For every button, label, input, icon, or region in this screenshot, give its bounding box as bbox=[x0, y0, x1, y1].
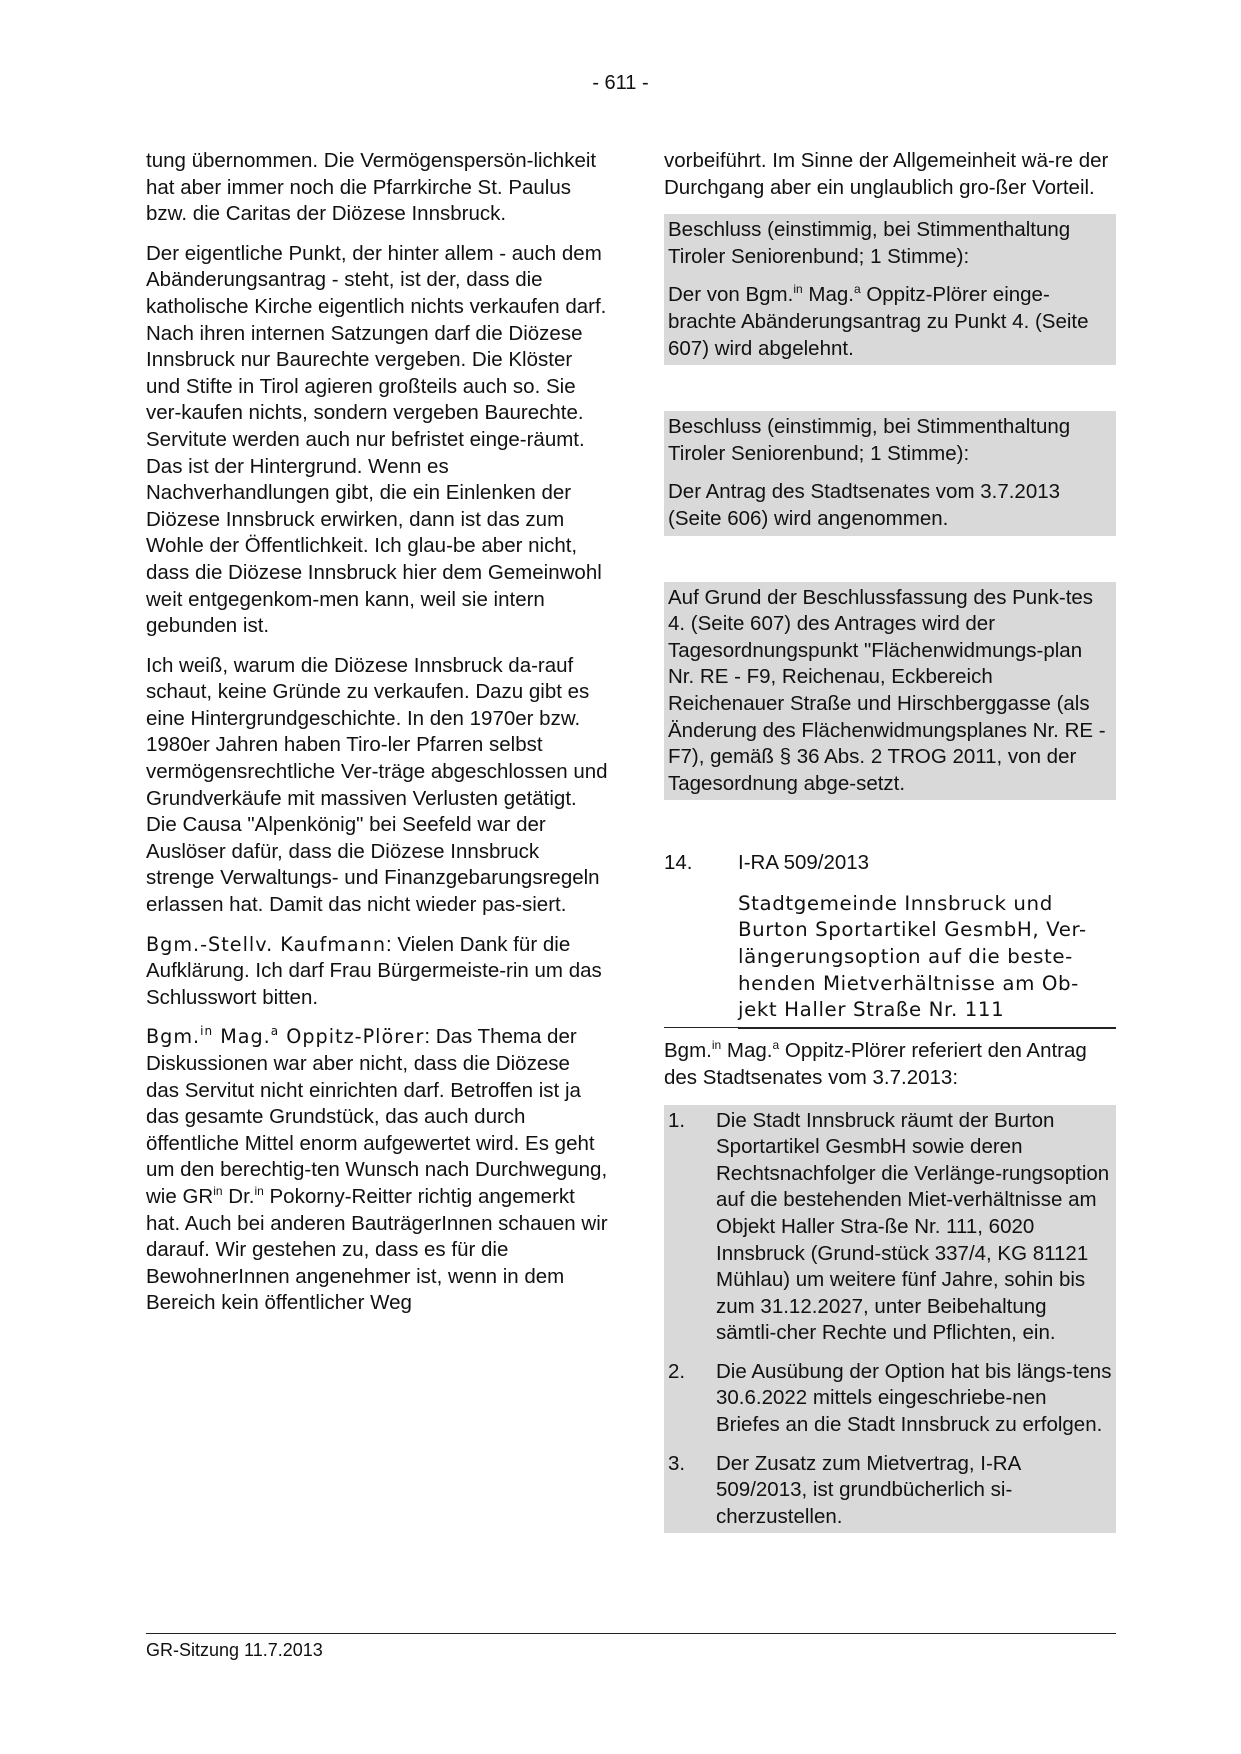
left-column bbox=[146, 148, 608, 1330]
right-column bbox=[664, 148, 1116, 1533]
paragraph: Der eigentliche Punkt, der hinter allem - auch dem Abänderungsantrag - steht, ist der, dass die katholische Kirche eigentlich nichts verkaufen darf. Nach ihren internen Satzungen darf die Diözese Innsbruck nur Baurechte vergeben. Die Klöster und Stifte in Tirol agieren großteils auch so. Sie ver-kaufen nichts, sondern vergeben Baurechte. Servitute werden auch nur befristet einge-räumt. Das ist der Hintergrund. Wenn es Nachverhandlungen gibt, die ein Einlenken der Diözese Innsbruck erwirken, dann ist das zum Wohle der Öffentlichkeit. Ich glau-be aber nicht, dass die Diözese Innsbruck hier dem Gemeinwohl weit entgegenkom-men kann, weil sie intern gebunden ist. bbox=[146, 241, 607, 638]
agenda-item-header bbox=[664, 850, 1116, 877]
page-number: - 611 - bbox=[592, 72, 649, 94]
speech-kaufmann: Bgm.-Stellv. Kaufmann: Vielen Dank für die Aufklärung. Ich darf Frau Bürgermeiste-rin um das Schlusswort bitten. bbox=[146, 932, 602, 1009]
resolution-text: Der von Bgm.$^{in}$ Mag.$^a$ Oppitz-Plörer einge-brachte Abänderungsantrag zu Punkt 4. (Seite 607) wird abgelehnt. bbox=[668, 282, 1089, 360]
speech-oppitz-ploerer: Bgm.$^{in}$ Mag.$^a$ Oppitz-Plörer: Das Thema der Diskussionen war aber nicht, dass die Diözese das Servitut nicht einrichten darf. Betroffen ist ja das gesamte Grundstück, das auch durch öffentliche Mittel enorm aufgewertet wird. Es geht um den berechtig-ten Wunsch nach Durchwegung, wie $GR^{in}$ Dr.$^{in}$ Pokorny-Reitter richtig angemerkt hat. Auch bei anderen BauträgerInnen schauen wir darauf. Wir gestehen zu, dass es für die BewohnerInnen angenehmer ist, wenn in dem Bereich kein öffentlicher Weg bbox=[146, 1024, 608, 1315]
footer-text: GR-Sitzung 11.7.2013 bbox=[146, 1640, 323, 1660]
list-item: 1. Die Stadt Innsbruck räumt der Burton Sportartikel GesmbH sowie deren Rechtsnachfolger die Verlänge-rungsoption auf die bestehenden Miet-verhältnisse am Objekt Haller Stra-ße Nr. 111, 6020 Innsbruck (Grund-stück 337/4, KG 81121 Mühlau) um weitere fünf Jahre, sohin bis zum 31.12.2027, unter Beibehaltung sämtli-cher Rechte und Pflichten, ein. bbox=[668, 1108, 1110, 1345]
resolution-text: Auf Grund der Beschlussfassung des Punk-tes 4. (Seite 607) des Antrages wird der Tagesordnungspunkt "Flächenwidmungs-plan Nr. RE - F9, Reichenau, Eckbereich Reichenauer Straße und Hirschberggasse (als Änderung des Flächenwidmungsplanes Nr. RE - F7), gemäß § 36 Abs. 2 TROG 2011, von der Tagesordnung abge-setzt. bbox=[668, 585, 1106, 795]
list-item: 3. Der Zusatz zum Mietvertrag, I-RA 509/2013, ist grundbücherlich si-cherzustellen. bbox=[668, 1451, 1021, 1528]
resolution-heading: Beschluss (einstimmig, bei Stimmenthaltung Tiroler Seniorenbund; 1 Stimme): bbox=[668, 415, 1071, 465]
resolution-box bbox=[664, 214, 1116, 365]
resolution-text: Der Antrag des Stadtsenates vom 3.7.2013 (Seite 606) wird angenommen. bbox=[668, 480, 1061, 530]
speaker-name: Bgm.$^{in}$ Mag.$^a$ Oppitz-Plörer bbox=[146, 1024, 425, 1049]
referral-text: Bgm.$^{in}$ Mag.$^a$ Oppitz-Plörer referiert den Antrag des Stadtsenates vom 3.7.2013: bbox=[664, 1038, 1087, 1089]
speaker-name: Bgm.-Stellv. Kaufmann bbox=[146, 932, 386, 956]
motion-list bbox=[664, 1105, 1116, 1534]
paragraph: tung übernommen. Die Vermögenspersön-lichkeit hat aber immer noch die Pfarrkirche St. Paulus bzw. die Caritas der Diözese Innsbruck. bbox=[146, 149, 597, 226]
agenda-item-reference: I-RA 509/2013 bbox=[738, 851, 870, 875]
paragraph: vorbeiführt. Im Sinne der Allgemeinheit wä-re der Durchgang aber ein unglaublich gro-ßer Vorteil. bbox=[664, 149, 1109, 199]
resolution-box bbox=[664, 411, 1116, 535]
list-item: 2. Die Ausübung der Option hat bis längs-tens 30.6.2022 mittels eingeschriebe-nen Briefes an die Stadt Innsbruck zu erfolgen. bbox=[668, 1359, 1112, 1437]
footer-divider bbox=[146, 1633, 1116, 1634]
paragraph: Ich weiß, warum die Diözese Innsbruck da-rauf schaut, keine Gründe zu verkaufen. Dazu gibt es eine Hintergrundgeschichte. In den 1970er bzw. 1980er Jahren haben Tiro-ler Pfarren selbst vermögensrechtliche Ver-träge abgeschlossen und Grundverkäufe mit massiven Verlusten getätigt. Die Causa "Alpenkönig" bei Seefeld war der Auslöser dafür, dass die Diözese Innsbruck strenge Verwaltungs- und Finanzgebarungsregeln erlassen hat. Damit das nicht wieder pas-siert. bbox=[146, 653, 608, 917]
resolution-box bbox=[664, 582, 1116, 801]
agenda-item-number: 14. bbox=[664, 851, 693, 875]
resolution-heading: Beschluss (einstimmig, bei Stimmenthaltung Tiroler Seniorenbund; 1 Stimme): bbox=[668, 218, 1071, 268]
agenda-item-title: Stadtgemeinde Innsbruck und Burton Sportartikel GesmbH, Ver-längerungsoption auf die beste-henden Mietverhältnisse am Ob-jekt Haller Straße Nr. 111 bbox=[738, 891, 1116, 1029]
